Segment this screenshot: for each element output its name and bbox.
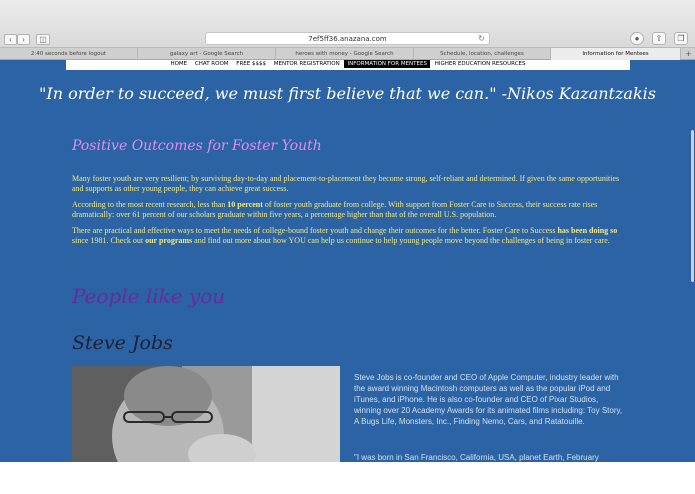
- new-tab-button[interactable]: +: [685, 49, 691, 59]
- back-button[interactable]: ‹: [4, 34, 17, 45]
- person-quote: "I was born in San Francisco, California, USA, planet Earth, February: [354, 453, 599, 462]
- person-name: Steve Jobs: [72, 332, 173, 354]
- page-scrollbar[interactable]: [691, 130, 694, 282]
- outcomes-paragraph-3: [72, 226, 620, 246]
- ten-percent-link[interactable]: 10 percent: [227, 200, 263, 209]
- outcomes-heading: Positive Outcomes for Foster Youth: [72, 138, 322, 154]
- tab-heroes-money[interactable]: [276, 48, 414, 60]
- tab-label: heroes with money - Google Search: [295, 51, 394, 57]
- tab-label: Information for Mentees: [582, 51, 649, 57]
- text: and find out more about how YOU can help us continue to help young people move beyond the challenges of being in foster care.: [192, 236, 610, 245]
- text: According to the most recent research, less than: [72, 200, 228, 209]
- site-menu: [66, 60, 630, 70]
- menu-information-mentees[interactable]: INFORMATION FOR MENTEES: [344, 60, 430, 68]
- tab-label: Schedule, location, challenges: [440, 51, 524, 57]
- people-heading: People like you: [72, 284, 226, 308]
- tab-schedule[interactable]: [414, 48, 551, 60]
- text: of foster youth graduate from college. With support from Foster Care to Success, their success rate rises dramatically: over 61 percent of our scholars graduate within five years, a percentage higher than that of the overall U.S. population.: [72, 200, 598, 219]
- has-been-doing-so-link[interactable]: has been doing so: [557, 226, 618, 235]
- text: There are practical and effective ways to meet the needs of college-bound foster youth and change their outcomes for the better. Foster Care to Success: [72, 226, 558, 235]
- tab-label: 2:40 seconds before logout: [30, 51, 107, 57]
- tab-label: galaxy art - Google Search: [169, 51, 244, 57]
- sidebar-icon[interactable]: ◫: [36, 34, 50, 45]
- tab-bar: [0, 48, 695, 60]
- share-icon[interactable]: ⇧: [652, 32, 666, 45]
- outcomes-paragraph-1: Many foster youth are very resilient; by surviving day-to-day and placement-to-placement they become strong, self-reliant and determined. If given the same opportunities and supports as other young people, they can achieve great success.: [72, 174, 620, 193]
- menu-home[interactable]: HOME: [170, 61, 188, 67]
- page-quote: "In order to succeed, we must first believe that we can." -Nikos Kazantzakis: [39, 84, 656, 103]
- address-text: 7ef5ff36.anazana.com: [308, 35, 387, 43]
- tab-logout-timer[interactable]: [0, 48, 138, 60]
- person-photo: [72, 366, 340, 462]
- address-bar[interactable]: [205, 32, 490, 45]
- tab-galaxy-art[interactable]: [138, 48, 276, 60]
- portrait-illustration: [72, 366, 340, 462]
- our-programs-link[interactable]: our programs: [145, 236, 193, 245]
- menu-chat-room[interactable]: CHAT ROOM: [194, 61, 229, 67]
- download-icon[interactable]: ●: [630, 32, 644, 45]
- text: since 1981. Check out: [72, 236, 146, 245]
- page-content: [0, 60, 695, 462]
- page-bottom-area: [0, 462, 695, 494]
- tab-information-mentees[interactable]: [551, 48, 681, 60]
- browser-toolbar: [0, 0, 695, 48]
- reload-icon[interactable]: ↻: [478, 34, 485, 43]
- forward-button[interactable]: ›: [17, 34, 30, 45]
- person-bio: Steve Jobs is co-founder and CEO of Apple Computer, industry leader with the award winning Macintosh computers as well as the popular iPod and iTunes, and iPhone. He is also co-founder and CEO of Pixar Studios, winning over 20 Academy Awards for its animated films including: Toy Story, A Bugs Life, Monsters, Inc., Finding Nemo, Cars, and Ratatouille.: [354, 373, 623, 426]
- tabs-overview-icon[interactable]: ❐: [674, 32, 688, 45]
- outcomes-paragraph-2: [72, 200, 620, 220]
- menu-free-money[interactable]: FREE $$$$: [236, 61, 266, 67]
- menu-higher-education[interactable]: HIGHER EDUCATION RESOURCES: [434, 61, 526, 67]
- menu-mentor-registration[interactable]: MENTOR REGISTRATION: [273, 61, 340, 67]
